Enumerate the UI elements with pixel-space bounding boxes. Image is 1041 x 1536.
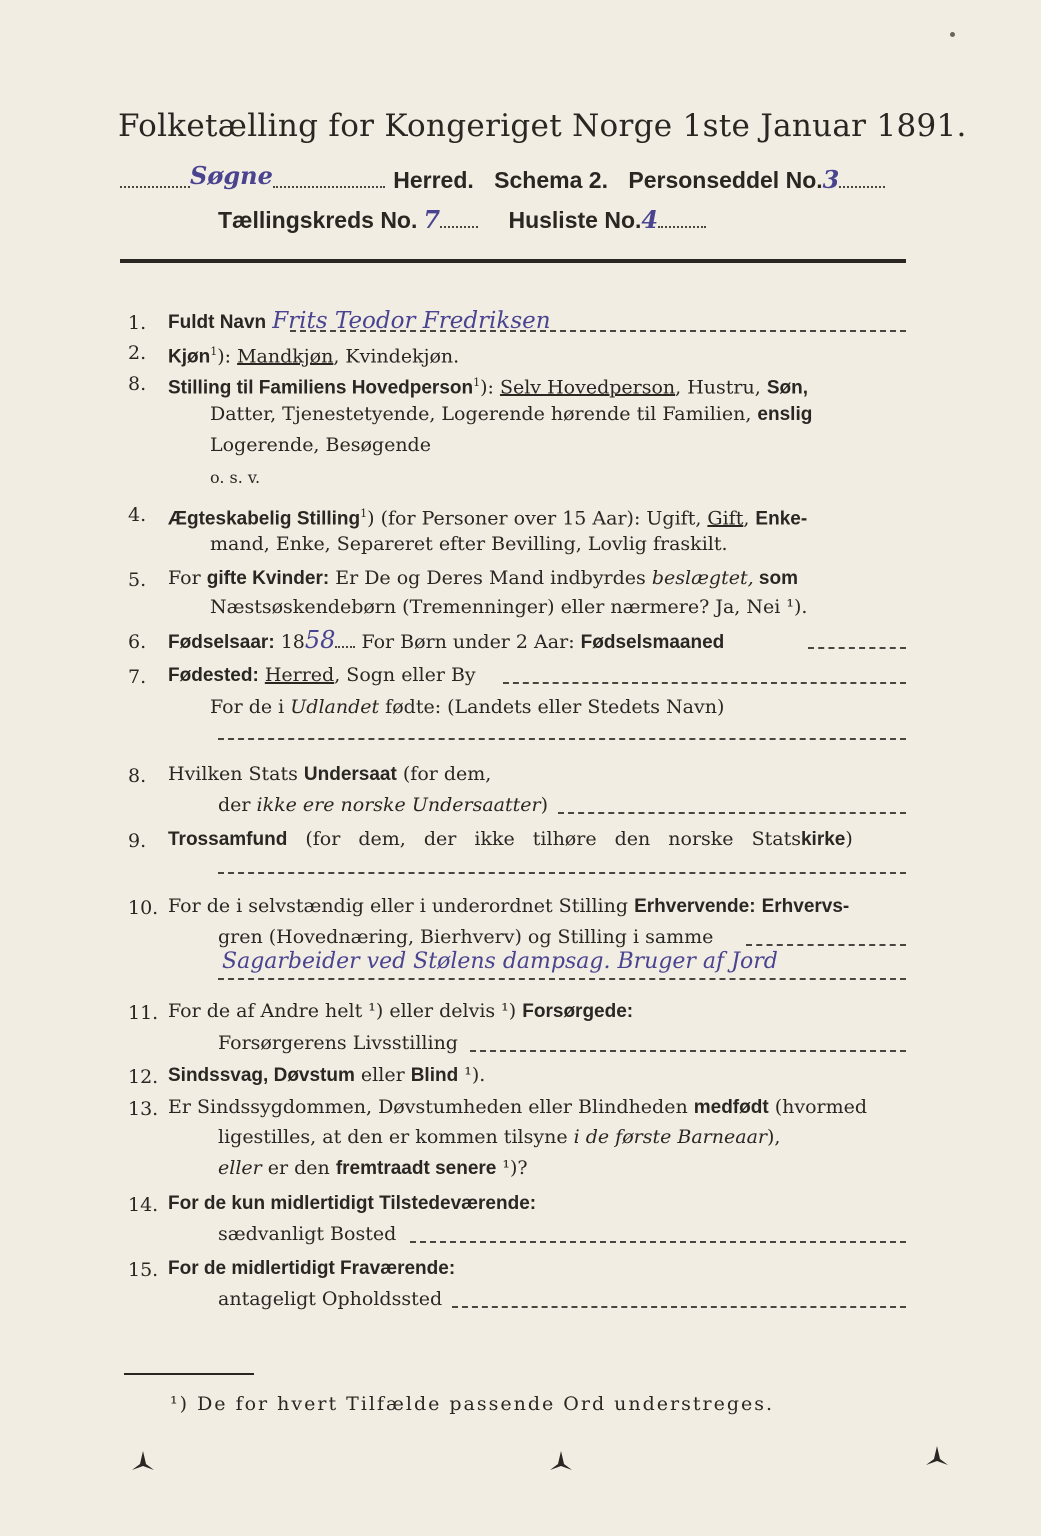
footnote: ¹) De for hvert Tilfælde passende Ord understreges. [170,1393,775,1415]
q14-fill-line [410,1241,906,1243]
q13-line1c: (hvormed [768,1096,868,1118]
q13-line1a: Er Sindssygdommen, Døvstumheden eller Blindheden [168,1096,694,1118]
q11-line2: Forsørgerens Livsstilling [218,1032,458,1054]
q2-label: Kjøn [168,346,211,368]
q8-line1b: Undersaat [303,764,397,785]
q13-line3c: fremtraadt senere [335,1158,497,1179]
registration-mark-icon [130,1448,156,1474]
kreds-value: 7 [423,205,441,234]
q7-number: 7. [128,666,147,688]
q12-line1d: ¹). [458,1064,486,1086]
q10-fill-line [746,944,906,946]
husliste-value: 4 [641,205,659,234]
q7-fill-line [503,682,906,684]
q6-label: Fødselsaar: [168,632,275,653]
q8-line1c: (for dem, [396,763,492,785]
q10-line1 [168,897,849,916]
q1-number: 1. [128,312,147,334]
q9-label: Trossamfund [168,829,288,850]
q11-fill-line [470,1050,906,1052]
q15-line1: For de midlertidigt Fraværende: [168,1258,456,1279]
q1-fill-line [290,330,906,332]
q5-line1c: Er De og Deres Mand indbyrdes [329,567,652,589]
q7-line2 [210,698,724,717]
q8-line2a: der [218,794,257,816]
q10-number: 10. [128,897,159,919]
q13-number: 13. [128,1098,159,1120]
q9-label2: kirke [800,829,846,850]
q8-line1 [168,765,491,784]
schema-label: Schema 2. [494,167,608,193]
q1-label: Fuldt Navn [168,312,267,333]
kreds-label: Tællingskreds No. [218,207,418,233]
q4-enke: Enke- [755,508,808,530]
q9-rest: (for dem, der ikke tilhøre den norske Stats [287,828,801,850]
q3-number: 8. [128,373,147,395]
q6-answer: 58 [304,626,336,654]
q7-line2c: fødte: (Landets eller Stedets Navn) [379,696,725,718]
q14-line2: sædvanligt Bosted [218,1223,397,1245]
q4-line1 [168,504,807,528]
q3-rest-b: , Hustru, [675,376,767,399]
q15-line2: antageligt Opholdssted [218,1288,443,1310]
q12-number: 12. [128,1066,159,1088]
q11-line1b: Forsørgede: [522,1001,634,1022]
q10-answer: Sagarbeider ved Stølens dampsag. Bruger af Jord [222,949,778,974]
q5-line1a: For [168,567,207,589]
q3-line2b: enslig [757,404,813,425]
q2-line [168,342,459,366]
herred-value: Søgne [190,161,273,190]
herred-label: Herred. [393,167,474,193]
q13-line3d: ¹)? [496,1157,528,1179]
q4-label: Ægteskabelig Stilling [168,508,361,530]
q4-opt-gift: Gift [707,507,744,530]
q5-line1 [168,569,798,588]
q2-sup: 1 [210,345,218,358]
header-line-herred [120,161,885,194]
q7-line2b: Udlandet [290,696,380,718]
q3-line2 [210,405,812,424]
q13-line3b: er den [261,1157,336,1179]
q7-line2a: For de i [210,696,291,718]
q5-line2: Næstsøskendebørn (Tremenninger) eller nærmere? Ja, Nei ¹). [210,596,808,618]
registration-mark-icon [548,1448,574,1474]
personseddel-label: Personseddel No. [628,167,823,193]
q3-sup: 1 [473,376,481,389]
q3-rest-a: ): [480,376,500,399]
q6-fill-line [808,647,906,649]
q13-line2b: i de første Barneaar [573,1126,767,1148]
q11-line1a: For de af Andre helt ¹) eller delvis ¹) [168,1000,523,1022]
q8-line1a: Hvilken Stats [168,763,304,785]
q7-fill-line-2 [218,738,906,740]
q10-line1d: Erhvervs- [761,896,850,917]
q10-line1a: For de i selvstændig eller i underordnet Stilling [168,895,635,917]
q13-line2 [218,1128,780,1147]
q3-label: Stilling til Familiens Hovedperson [168,377,474,399]
q14-number: 14. [128,1194,159,1216]
personseddel-value: 3 [822,165,840,194]
q7-line1 [168,666,476,685]
q2-number: 2. [128,342,147,364]
q13-line2c: ), [767,1126,781,1148]
form-title: Folketælling for Kongeriget Norge 1ste Januar 1891. [118,108,967,144]
q13-line2a: ligestilles, at den er kommen tilsyne [218,1126,574,1148]
q6-line [168,626,725,654]
q13-line1b: medfødt [693,1097,769,1118]
registration-mark-icon [924,1443,950,1469]
q8-line2c: ) [540,794,548,816]
q3-line3: Logerende, Besøgende [210,434,431,456]
q13-line3a: eller [218,1157,262,1179]
q6-number: 6. [128,631,147,653]
q7-label: Fødested: [168,665,259,686]
q4-rest-b: , [743,507,756,530]
husliste-label: Husliste No. [508,207,642,233]
q14-line1: For de kun midlertidigt Tilstedeværende: [168,1193,537,1214]
q9-end: ) [845,828,853,850]
header-rule [120,259,906,263]
q3-line2a: Datter, Tjenestetyende, Logerende hørende til Familien, [210,403,758,425]
q5-line1d: beslægtet, [651,567,754,589]
q12-line [168,1066,485,1085]
q1-answer: Frits Teodor Fredriksen [272,308,551,334]
q6-label2: Fødselsmaaned [580,632,725,653]
q7-opt-herred: Herred [264,664,335,686]
q9-number: 9. [128,830,147,852]
q6-prefix: 18 [274,631,305,653]
q5-line1e: som [753,568,799,589]
q10-line1b: Erhvervende: [634,896,756,917]
q12-line1c: Blind [410,1065,459,1086]
q13-line1 [168,1098,867,1117]
q6-rest: For Børn under 2 Aar: [355,631,581,653]
q15-fill-line [452,1306,906,1308]
q12-line1a: Sindssvag, Døvstum [168,1065,355,1086]
paper-speck [950,32,955,37]
q4-line2: mand, Enke, Separeret efter Bevilling, Lovlig fraskilt. [210,533,728,555]
q10-fill-line-2 [218,978,906,980]
q4-sup: 1 [360,507,368,520]
q11-number: 11. [128,1002,159,1024]
q11-line1 [168,1002,633,1021]
q5-number: 5. [128,569,147,591]
q3-son: Søn, [766,377,808,399]
q4-rest-a: ) (for Personer over 15 Aar): Ugift, [367,507,708,530]
q12-line1b: eller [354,1064,411,1086]
q1-line [168,308,551,334]
q2-opt-kvindekjon: , Kvindekjøn. [333,345,460,368]
q8-fill-line [558,812,906,814]
q13-line3 [218,1159,528,1178]
footnote-rule [124,1373,254,1375]
q9-fill-line [218,872,906,874]
q8-number: 8. [128,765,147,787]
q3-line4: o. s. v. [210,468,261,487]
q3-opt-selv: Selv Hovedperson [499,376,676,399]
q9-line1 [168,830,853,849]
q8-line2 [218,796,548,815]
q15-number: 15. [128,1259,159,1281]
q10-line2: gren (Hovednæring, Bierhverv) og Stilling i samme [218,926,714,948]
q2-rest: ): [217,345,238,368]
q3-line1 [168,373,808,397]
q7-rest: , Sogn eller By [334,664,476,686]
q2-opt-mandkjon: Mandkjøn [237,345,334,368]
header-line-kreds [218,205,706,234]
q5-line1b: gifte Kvinder: [206,568,330,589]
q8-line2b: ikke ere norske Undersaatter [256,794,541,816]
q4-number: 4. [128,504,147,526]
